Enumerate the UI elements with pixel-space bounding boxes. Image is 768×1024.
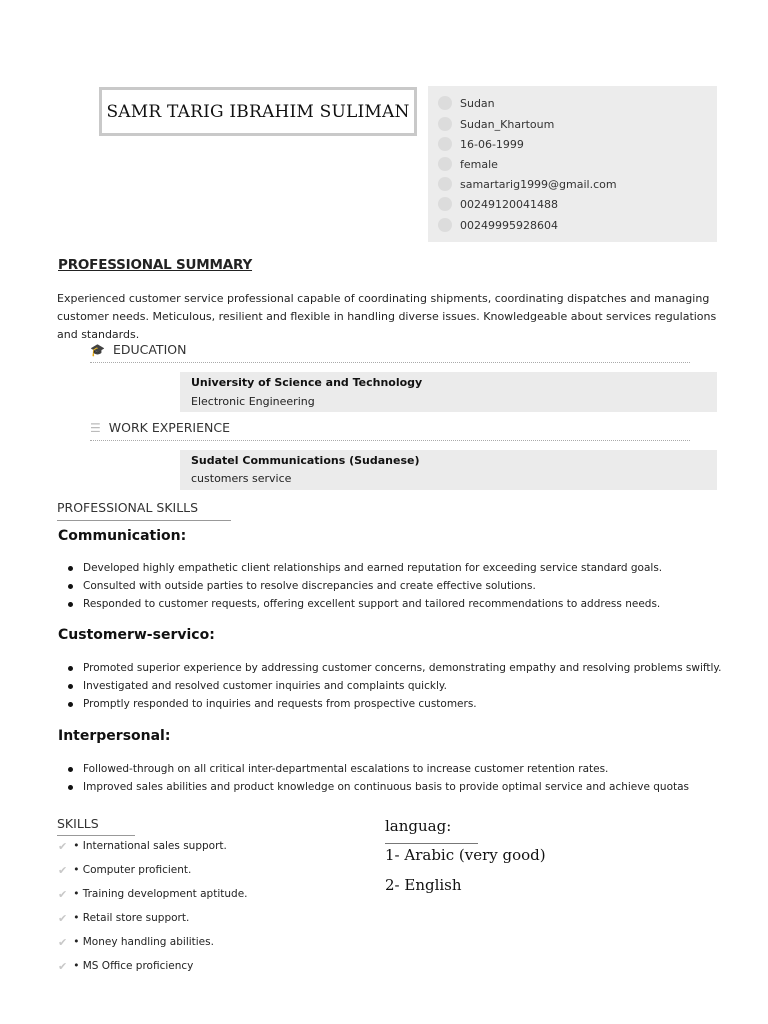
list-item (68, 577, 662, 595)
list-item (68, 659, 721, 677)
graduation-cap-icon: 🎓 (90, 342, 105, 357)
list-item-text: • Training development aptitude. (73, 888, 248, 900)
email-icon (438, 177, 452, 191)
bullet-icon (68, 566, 73, 571)
bullet-icon (68, 584, 73, 589)
bullet-icon (68, 602, 73, 607)
professional-skills-heading: PROFESSIONAL SKILLS (57, 500, 199, 515)
home-icon (438, 117, 452, 131)
gender-icon (438, 157, 452, 171)
whatsapp-icon (438, 218, 452, 232)
education-field: Electronic Engineering (191, 395, 315, 408)
language-underline (385, 843, 478, 844)
contact-whatsapp (438, 215, 558, 235)
list-item-text: • MS Office proficiency (73, 960, 194, 972)
contact-whatsapp-text: 00249995928604 (460, 218, 558, 232)
work-heading (90, 420, 230, 435)
calendar-icon (438, 137, 452, 151)
education-entry (180, 372, 717, 412)
professional-skills-underline (57, 520, 231, 521)
list-item-text: Developed highly empathetic client relationships and earned reputation for exceeding service standard goals. (83, 562, 663, 574)
list-icon: ☰ (90, 420, 101, 435)
education-institution: University of Science and Technology (191, 376, 423, 389)
list-item (68, 559, 662, 577)
contact-city-text: Sudan_Khartoum (460, 117, 555, 131)
bullet-icon (68, 702, 73, 707)
list-item (58, 837, 248, 855)
contact-phone (438, 194, 558, 214)
skill-group-list (68, 760, 689, 796)
list-item-text: • Computer proficient. (73, 864, 192, 876)
contact-email (438, 174, 617, 194)
bullet-icon (68, 684, 73, 689)
list-item (58, 909, 248, 927)
list-item-text: • International sales support. (73, 840, 227, 852)
bullet-icon (68, 767, 73, 772)
list-item (58, 957, 248, 975)
list-item-text: Promptly responded to inquiries and requests from prospective customers. (83, 698, 477, 710)
skill-group-title: Customerw-servico: (58, 627, 215, 643)
check-icon: ✔ (58, 863, 68, 877)
contact-city (438, 114, 554, 134)
list-item (58, 861, 248, 879)
check-icon: ✔ (58, 839, 68, 853)
check-icon: ✔ (58, 911, 68, 925)
contact-email-text: samartarig1999@gmail.com (460, 177, 617, 191)
contact-gender (438, 154, 498, 174)
contact-birthdate-text: 16-06-1999 (460, 137, 524, 151)
contact-gender-text: female (460, 157, 498, 171)
skill-group-list (68, 559, 662, 613)
bullet-icon (68, 785, 73, 790)
language-heading: languag: (385, 817, 452, 835)
work-entry (180, 450, 717, 490)
education-heading (90, 342, 186, 357)
work-divider (90, 440, 690, 441)
list-item-text: Followed-through on all critical inter-departmental escalations to increase customer retention rates. (83, 763, 609, 775)
check-icon: ✔ (58, 887, 68, 901)
location-pin-icon (438, 96, 452, 110)
contact-country (438, 93, 495, 113)
list-item (68, 778, 689, 796)
bullet-icon (68, 666, 73, 671)
summary-text: Experienced customer service professional capable of coordinating shipments, coordinating dispatches and managing customer needs. Meticulous, resilient and flexible in handling diverse issues. Knowledgeable about services regulations and standards. (57, 292, 717, 341)
list-item-text: Improved sales abilities and product knowledge on continuous basis to provide optimal service and achieve quotas (83, 781, 690, 793)
skill-group-list (68, 659, 721, 713)
list-item (58, 885, 248, 903)
skills-underline (57, 835, 135, 836)
list-item-text: Promoted superior experience by addressing customer concerns, demonstrating empathy and resolving problems swiftly. (83, 662, 722, 674)
list-item (68, 595, 662, 613)
summary-heading: PROFESSIONAL SUMMARY (58, 257, 253, 273)
skill-group-title: Interpersonal: (58, 728, 171, 744)
list-item (68, 760, 689, 778)
check-icon: ✔ (58, 935, 68, 949)
skills-list (58, 837, 248, 975)
list-item-text: Consulted with outside parties to resolve discrepancies and create effective solutions. (83, 580, 536, 592)
list-item-text: • Money handling abilities. (73, 936, 214, 948)
list-item (58, 933, 248, 951)
contact-birthdate (438, 134, 524, 154)
skill-group-title: Communication: (58, 528, 187, 544)
skills-heading: SKILLS (57, 816, 99, 831)
list-item-text: Investigated and resolved customer inquiries and complaints quickly. (83, 680, 447, 692)
contact-country-text: Sudan (460, 96, 495, 110)
list-item (68, 677, 721, 695)
contact-phone-text: 00249120041488 (460, 197, 558, 211)
candidate-name: SAMR TARIG IBRAHIM SULIMAN (99, 87, 417, 136)
language-item: 2- English (385, 876, 462, 894)
work-company: Sudatel Communications (Sudanese) (191, 454, 420, 467)
education-heading-text: EDUCATION (112, 342, 187, 357)
education-divider (90, 362, 690, 363)
phone-icon (438, 197, 452, 211)
list-item-text: Responded to customer requests, offering excellent support and tailored recommendations to address needs. (83, 598, 661, 610)
language-item: 1- Arabic (very good) (385, 846, 546, 864)
check-icon: ✔ (58, 959, 68, 973)
list-item (68, 695, 721, 713)
work-role: customers service (191, 472, 292, 485)
work-heading-text: WORK EXPERIENCE (108, 420, 230, 435)
list-item-text: • Retail store support. (73, 912, 190, 924)
contact-panel (428, 86, 717, 242)
